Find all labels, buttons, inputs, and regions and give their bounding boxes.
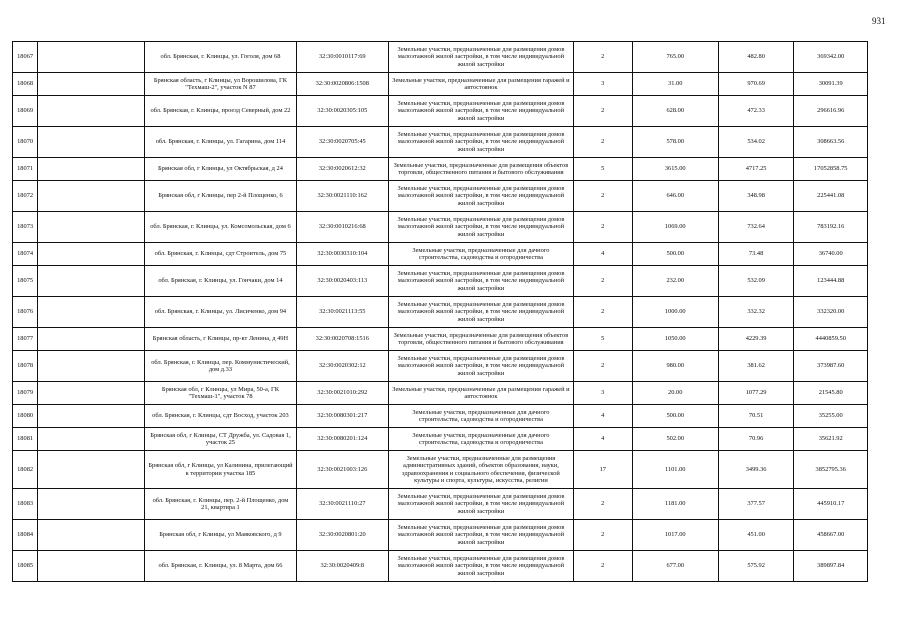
- area-cell: 578.00: [632, 127, 718, 158]
- unit-value-cell: 472.33: [718, 96, 794, 127]
- table-row: [13, 405, 868, 428]
- use-class-cell: 5: [573, 328, 632, 351]
- table-row: [13, 158, 868, 181]
- cadastral-value-cell: 36740.00: [794, 243, 868, 266]
- page-number: 931: [872, 16, 886, 26]
- use-class-cell: 4: [573, 243, 632, 266]
- table-row: [13, 73, 868, 96]
- empty-cell: [38, 328, 145, 351]
- unit-value-cell: 4717.25: [718, 158, 794, 181]
- land-use-cell: Земельные участки, предназначенные для размещения гаражей и автостоянок: [389, 382, 574, 405]
- empty-cell: [38, 351, 145, 382]
- empty-cell: [38, 181, 145, 212]
- area-cell: 677.00: [632, 551, 718, 582]
- use-class-cell: 2: [573, 489, 632, 520]
- address-cell: Брянская обл, г Клинцы, пер 2-й Площенко, 6: [145, 181, 296, 212]
- area-cell: 980.00: [632, 351, 718, 382]
- area-cell: 765.00: [632, 42, 718, 73]
- area-cell: 500.00: [632, 243, 718, 266]
- cadastral-number-cell: 32:30:0020305:105: [296, 96, 388, 127]
- row-id-cell: 18068: [13, 73, 38, 96]
- address-cell: Брянская обл, г Клинцы, ул Калинина, прилегающий к территории участка 185: [145, 451, 296, 489]
- land-use-cell: Земельные участки, предназначенные для размещения объектов торговли, общественного питания и бытового обслуживания: [389, 328, 574, 351]
- address-cell: Брянская обл, г Клинцы, ул Октябрьская, д 24: [145, 158, 296, 181]
- use-class-cell: 4: [573, 405, 632, 428]
- address-cell: Брянская обл, г Клинцы, ул Маяковского, д 9: [145, 520, 296, 551]
- cadastral-number-cell: 32:30:0020705:45: [296, 127, 388, 158]
- empty-cell: [38, 158, 145, 181]
- address-cell: обл. Брянская, г. Клинцы, ул. Гагарина, дом 114: [145, 127, 296, 158]
- land-use-cell: Земельные участки, предназначенные для размещения объектов торговли, общественного питания и бытового обслуживания: [389, 158, 574, 181]
- table-body: [13, 42, 868, 582]
- table-row: [13, 489, 868, 520]
- row-id-cell: 18073: [13, 212, 38, 243]
- land-use-cell: Земельные участки, предназначенные для дачного строительства, садоводства и огородничества: [389, 428, 574, 451]
- table-row: [13, 96, 868, 127]
- unit-value-cell: 534.02: [718, 127, 794, 158]
- area-cell: 500.00: [632, 405, 718, 428]
- address-cell: обл. Брянская, г. Клинцы, ул. Гончаки, дом 14: [145, 266, 296, 297]
- empty-cell: [38, 266, 145, 297]
- empty-cell: [38, 212, 145, 243]
- address-cell: обл. Брянская, г. Клинцы, пер. Коммунистический, дом д.33: [145, 351, 296, 382]
- use-class-cell: 4: [573, 428, 632, 451]
- cadastral-number-cell: 32:30:0020403:113: [296, 266, 388, 297]
- use-class-cell: 2: [573, 96, 632, 127]
- cadastral-value-cell: 296616.96: [794, 96, 868, 127]
- row-id-cell: 18083: [13, 489, 38, 520]
- land-registry-table: [12, 41, 868, 582]
- unit-value-cell: 532.09: [718, 266, 794, 297]
- address-cell: обл. Брянская, г. Клинцы, сдт Восход, участок 203: [145, 405, 296, 428]
- unit-value-cell: 381.62: [718, 351, 794, 382]
- cadastral-value-cell: 373987.60: [794, 351, 868, 382]
- table-row: [13, 243, 868, 266]
- cadastral-number-cell: 32:30:0021003:126: [296, 451, 388, 489]
- address-cell: обл. Брянская, г. Клинцы, ул. Лисиченко, дом 94: [145, 297, 296, 328]
- empty-cell: [38, 42, 145, 73]
- row-id-cell: 18085: [13, 551, 38, 582]
- cadastral-number-cell: 32:30:0010216:68: [296, 212, 388, 243]
- area-cell: 1000.00: [632, 297, 718, 328]
- area-cell: 1017.00: [632, 520, 718, 551]
- land-use-cell: Земельные участки, предназначенные для дачного строительства, садоводства и огородничества: [389, 405, 574, 428]
- area-cell: 628.00: [632, 96, 718, 127]
- area-cell: 20.00: [632, 382, 718, 405]
- area-cell: 1069.00: [632, 212, 718, 243]
- table-row: [13, 127, 868, 158]
- area-cell: 502.00: [632, 428, 718, 451]
- land-use-cell: Земельные участки, предназначенные для размещения домов малоэтажной жилой застройки, в том числе индивидуальной жилой застройки: [389, 489, 574, 520]
- unit-value-cell: 575.92: [718, 551, 794, 582]
- cadastral-value-cell: 30091.39: [794, 73, 868, 96]
- cadastral-value-cell: 3852795.36: [794, 451, 868, 489]
- row-id-cell: 18070: [13, 127, 38, 158]
- table-row: [13, 451, 868, 489]
- cadastral-value-cell: 445910.17: [794, 489, 868, 520]
- use-class-cell: 2: [573, 351, 632, 382]
- address-cell: Брянская область, г Клинцы, ул Ворошилова, ГК "Техмаш-2", участок N 87: [145, 73, 296, 96]
- row-id-cell: 18077: [13, 328, 38, 351]
- area-cell: 232.00: [632, 266, 718, 297]
- cadastral-number-cell: 32:30:0020612:32: [296, 158, 388, 181]
- row-id-cell: 18079: [13, 382, 38, 405]
- cadastral-value-cell: 458667.00: [794, 520, 868, 551]
- use-class-cell: 3: [573, 382, 632, 405]
- land-use-cell: Земельные участки, предназначенные для размещения домов малоэтажной жилой застройки, в том числе индивидуальной жилой застройки: [389, 127, 574, 158]
- unit-value-cell: 451.00: [718, 520, 794, 551]
- cadastral-value-cell: 308663.56: [794, 127, 868, 158]
- cadastral-value-cell: 783192.16: [794, 212, 868, 243]
- address-cell: обл. Брянская, г. Клинцы, пер. 2-й Площенко, дом 21, квартира 1: [145, 489, 296, 520]
- cadastral-value-cell: 35255.00: [794, 405, 868, 428]
- empty-cell: [38, 451, 145, 489]
- cadastral-value-cell: 123444.88: [794, 266, 868, 297]
- cadastral-number-cell: 32:30:0020409:8: [296, 551, 388, 582]
- address-cell: обл. Брянская, г. Клинцы, ул. Комсомольская, дом 6: [145, 212, 296, 243]
- table-row: [13, 297, 868, 328]
- empty-cell: [38, 382, 145, 405]
- empty-cell: [38, 551, 145, 582]
- address-cell: Брянская область, г Клинцы, пр-кт Ленина, д 49Н: [145, 328, 296, 351]
- address-cell: обл. Брянская, г. Клинцы, проезд Северный, дом 22: [145, 96, 296, 127]
- unit-value-cell: 348.98: [718, 181, 794, 212]
- land-use-cell: Земельные участки, предназначенные для размещения домов малоэтажной жилой застройки, в том числе индивидуальной жилой застройки: [389, 42, 574, 73]
- land-use-cell: Земельные участки, предназначенные для размещения домов малоэтажной жилой застройки, в том числе индивидуальной жилой застройки: [389, 351, 574, 382]
- area-cell: 3615.00: [632, 158, 718, 181]
- row-id-cell: 18084: [13, 520, 38, 551]
- cadastral-number-cell: 32:30:0021113:55: [296, 297, 388, 328]
- address-cell: обл. Брянская, г. Клинцы, ул. Гоголя, дом 68: [145, 42, 296, 73]
- cadastral-number-cell: 32:30:0020801:20: [296, 520, 388, 551]
- use-class-cell: 2: [573, 551, 632, 582]
- use-class-cell: 3: [573, 73, 632, 96]
- row-id-cell: 18072: [13, 181, 38, 212]
- unit-value-cell: 732.64: [718, 212, 794, 243]
- use-class-cell: 2: [573, 520, 632, 551]
- area-cell: 1050.00: [632, 328, 718, 351]
- land-use-cell: Земельные участки, предназначенные для размещения домов малоэтажной жилой застройки, в том числе индивидуальной жилой застройки: [389, 551, 574, 582]
- cadastral-number-cell: 32:30:0080201:124: [296, 428, 388, 451]
- cadastral-value-cell: 389897.84: [794, 551, 868, 582]
- cadastral-number-cell: 32:30:0030310:104: [296, 243, 388, 266]
- land-use-cell: Земельные участки, предназначенные для размещения домов малоэтажной жилой застройки, в том числе индивидуальной жилой застройки: [389, 520, 574, 551]
- cadastral-value-cell: 17052858.75: [794, 158, 868, 181]
- address-cell: обл. Брянская, г. Клинцы, ул. 8 Марта, дом 66: [145, 551, 296, 582]
- empty-cell: [38, 73, 145, 96]
- table-row: [13, 382, 868, 405]
- empty-cell: [38, 405, 145, 428]
- table-row: [13, 520, 868, 551]
- empty-cell: [38, 96, 145, 127]
- unit-value-cell: 1077.29: [718, 382, 794, 405]
- row-id-cell: 18081: [13, 428, 38, 451]
- row-id-cell: 18080: [13, 405, 38, 428]
- table-row: [13, 551, 868, 582]
- unit-value-cell: 70.96: [718, 428, 794, 451]
- table-row: [13, 428, 868, 451]
- use-class-cell: 5: [573, 158, 632, 181]
- use-class-cell: 2: [573, 181, 632, 212]
- area-cell: 1101.00: [632, 451, 718, 489]
- table-row: [13, 351, 868, 382]
- unit-value-cell: 377.57: [718, 489, 794, 520]
- land-use-cell: Земельные участки, предназначенные для размещения административных зданий, объектов образования, науки, здравоохранения и социального обеспечения, физической культуры и спорта, культуры, искусства, религии: [389, 451, 574, 489]
- address-cell: Брянская обл, г Клинцы, ул Мира, 50-а, ГК "Техмаш-1", участок 78: [145, 382, 296, 405]
- land-use-cell: Земельные участки, предназначенные для размещения домов малоэтажной жилой застройки, в том числе индивидуальной жилой застройки: [389, 96, 574, 127]
- table-row: [13, 266, 868, 297]
- cadastral-value-cell: 369342.00: [794, 42, 868, 73]
- row-id-cell: 18074: [13, 243, 38, 266]
- unit-value-cell: 70.51: [718, 405, 794, 428]
- cadastral-number-cell: 32:30:0021010:292: [296, 382, 388, 405]
- land-use-cell: Земельные участки, предназначенные для размещения домов малоэтажной жилой застройки, в том числе индивидуальной жилой застройки: [389, 181, 574, 212]
- land-use-cell: Земельные участки, предназначенные для дачного строительства, садоводства и огородничества: [389, 243, 574, 266]
- cadastral-number-cell: 32:30:0020708:1516: [296, 328, 388, 351]
- row-id-cell: 18067: [13, 42, 38, 73]
- address-cell: обл. Брянская, г. Клинцы, сдт Строитель, дом 75: [145, 243, 296, 266]
- land-use-cell: Земельные участки, предназначенные для размещения домов малоэтажной жилой застройки, в том числе индивидуальной жилой застройки: [389, 266, 574, 297]
- row-id-cell: 18071: [13, 158, 38, 181]
- address-cell: Брянская обл, г Клинцы, СТ Дружба, ул. Садовая 1, участок 25: [145, 428, 296, 451]
- row-id-cell: 18069: [13, 96, 38, 127]
- empty-cell: [38, 297, 145, 328]
- table-row: [13, 181, 868, 212]
- cadastral-number-cell: 32:30:0010117:69: [296, 42, 388, 73]
- cadastral-number-cell: 32:30:0020806:1508: [296, 73, 388, 96]
- cadastral-value-cell: 4440859.50: [794, 328, 868, 351]
- cadastral-value-cell: 332320.00: [794, 297, 868, 328]
- row-id-cell: 18082: [13, 451, 38, 489]
- cadastral-value-cell: 225441.08: [794, 181, 868, 212]
- cadastral-value-cell: 35621.92: [794, 428, 868, 451]
- cadastral-number-cell: 32:30:0020302:12: [296, 351, 388, 382]
- cadastral-number-cell: 32:30:0080301:217: [296, 405, 388, 428]
- row-id-cell: 18076: [13, 297, 38, 328]
- unit-value-cell: 73.48: [718, 243, 794, 266]
- unit-value-cell: 970.69: [718, 73, 794, 96]
- empty-cell: [38, 243, 145, 266]
- row-id-cell: 18075: [13, 266, 38, 297]
- cadastral-number-cell: 32:30:0021110:162: [296, 181, 388, 212]
- cadastral-number-cell: 32:30:0021110:27: [296, 489, 388, 520]
- land-use-cell: Земельные участки, предназначенные для размещения гаражей и автостоянок: [389, 73, 574, 96]
- table-row: [13, 328, 868, 351]
- unit-value-cell: 3499.36: [718, 451, 794, 489]
- empty-cell: [38, 428, 145, 451]
- use-class-cell: 2: [573, 266, 632, 297]
- unit-value-cell: 482.80: [718, 42, 794, 73]
- area-cell: 646.00: [632, 181, 718, 212]
- table-row: [13, 42, 868, 73]
- use-class-cell: 2: [573, 212, 632, 243]
- unit-value-cell: 4229.39: [718, 328, 794, 351]
- use-class-cell: 2: [573, 297, 632, 328]
- empty-cell: [38, 127, 145, 158]
- cadastral-value-cell: 21545.80: [794, 382, 868, 405]
- use-class-cell: 2: [573, 127, 632, 158]
- empty-cell: [38, 489, 145, 520]
- use-class-cell: 2: [573, 42, 632, 73]
- table-row: [13, 212, 868, 243]
- land-use-cell: Земельные участки, предназначенные для размещения домов малоэтажной жилой застройки, в том числе индивидуальной жилой застройки: [389, 297, 574, 328]
- unit-value-cell: 332.32: [718, 297, 794, 328]
- use-class-cell: 17: [573, 451, 632, 489]
- empty-cell: [38, 520, 145, 551]
- area-cell: 31.00: [632, 73, 718, 96]
- area-cell: 1181.00: [632, 489, 718, 520]
- row-id-cell: 18078: [13, 351, 38, 382]
- land-use-cell: Земельные участки, предназначенные для размещения домов малоэтажной жилой застройки, в том числе индивидуальной жилой застройки: [389, 212, 574, 243]
